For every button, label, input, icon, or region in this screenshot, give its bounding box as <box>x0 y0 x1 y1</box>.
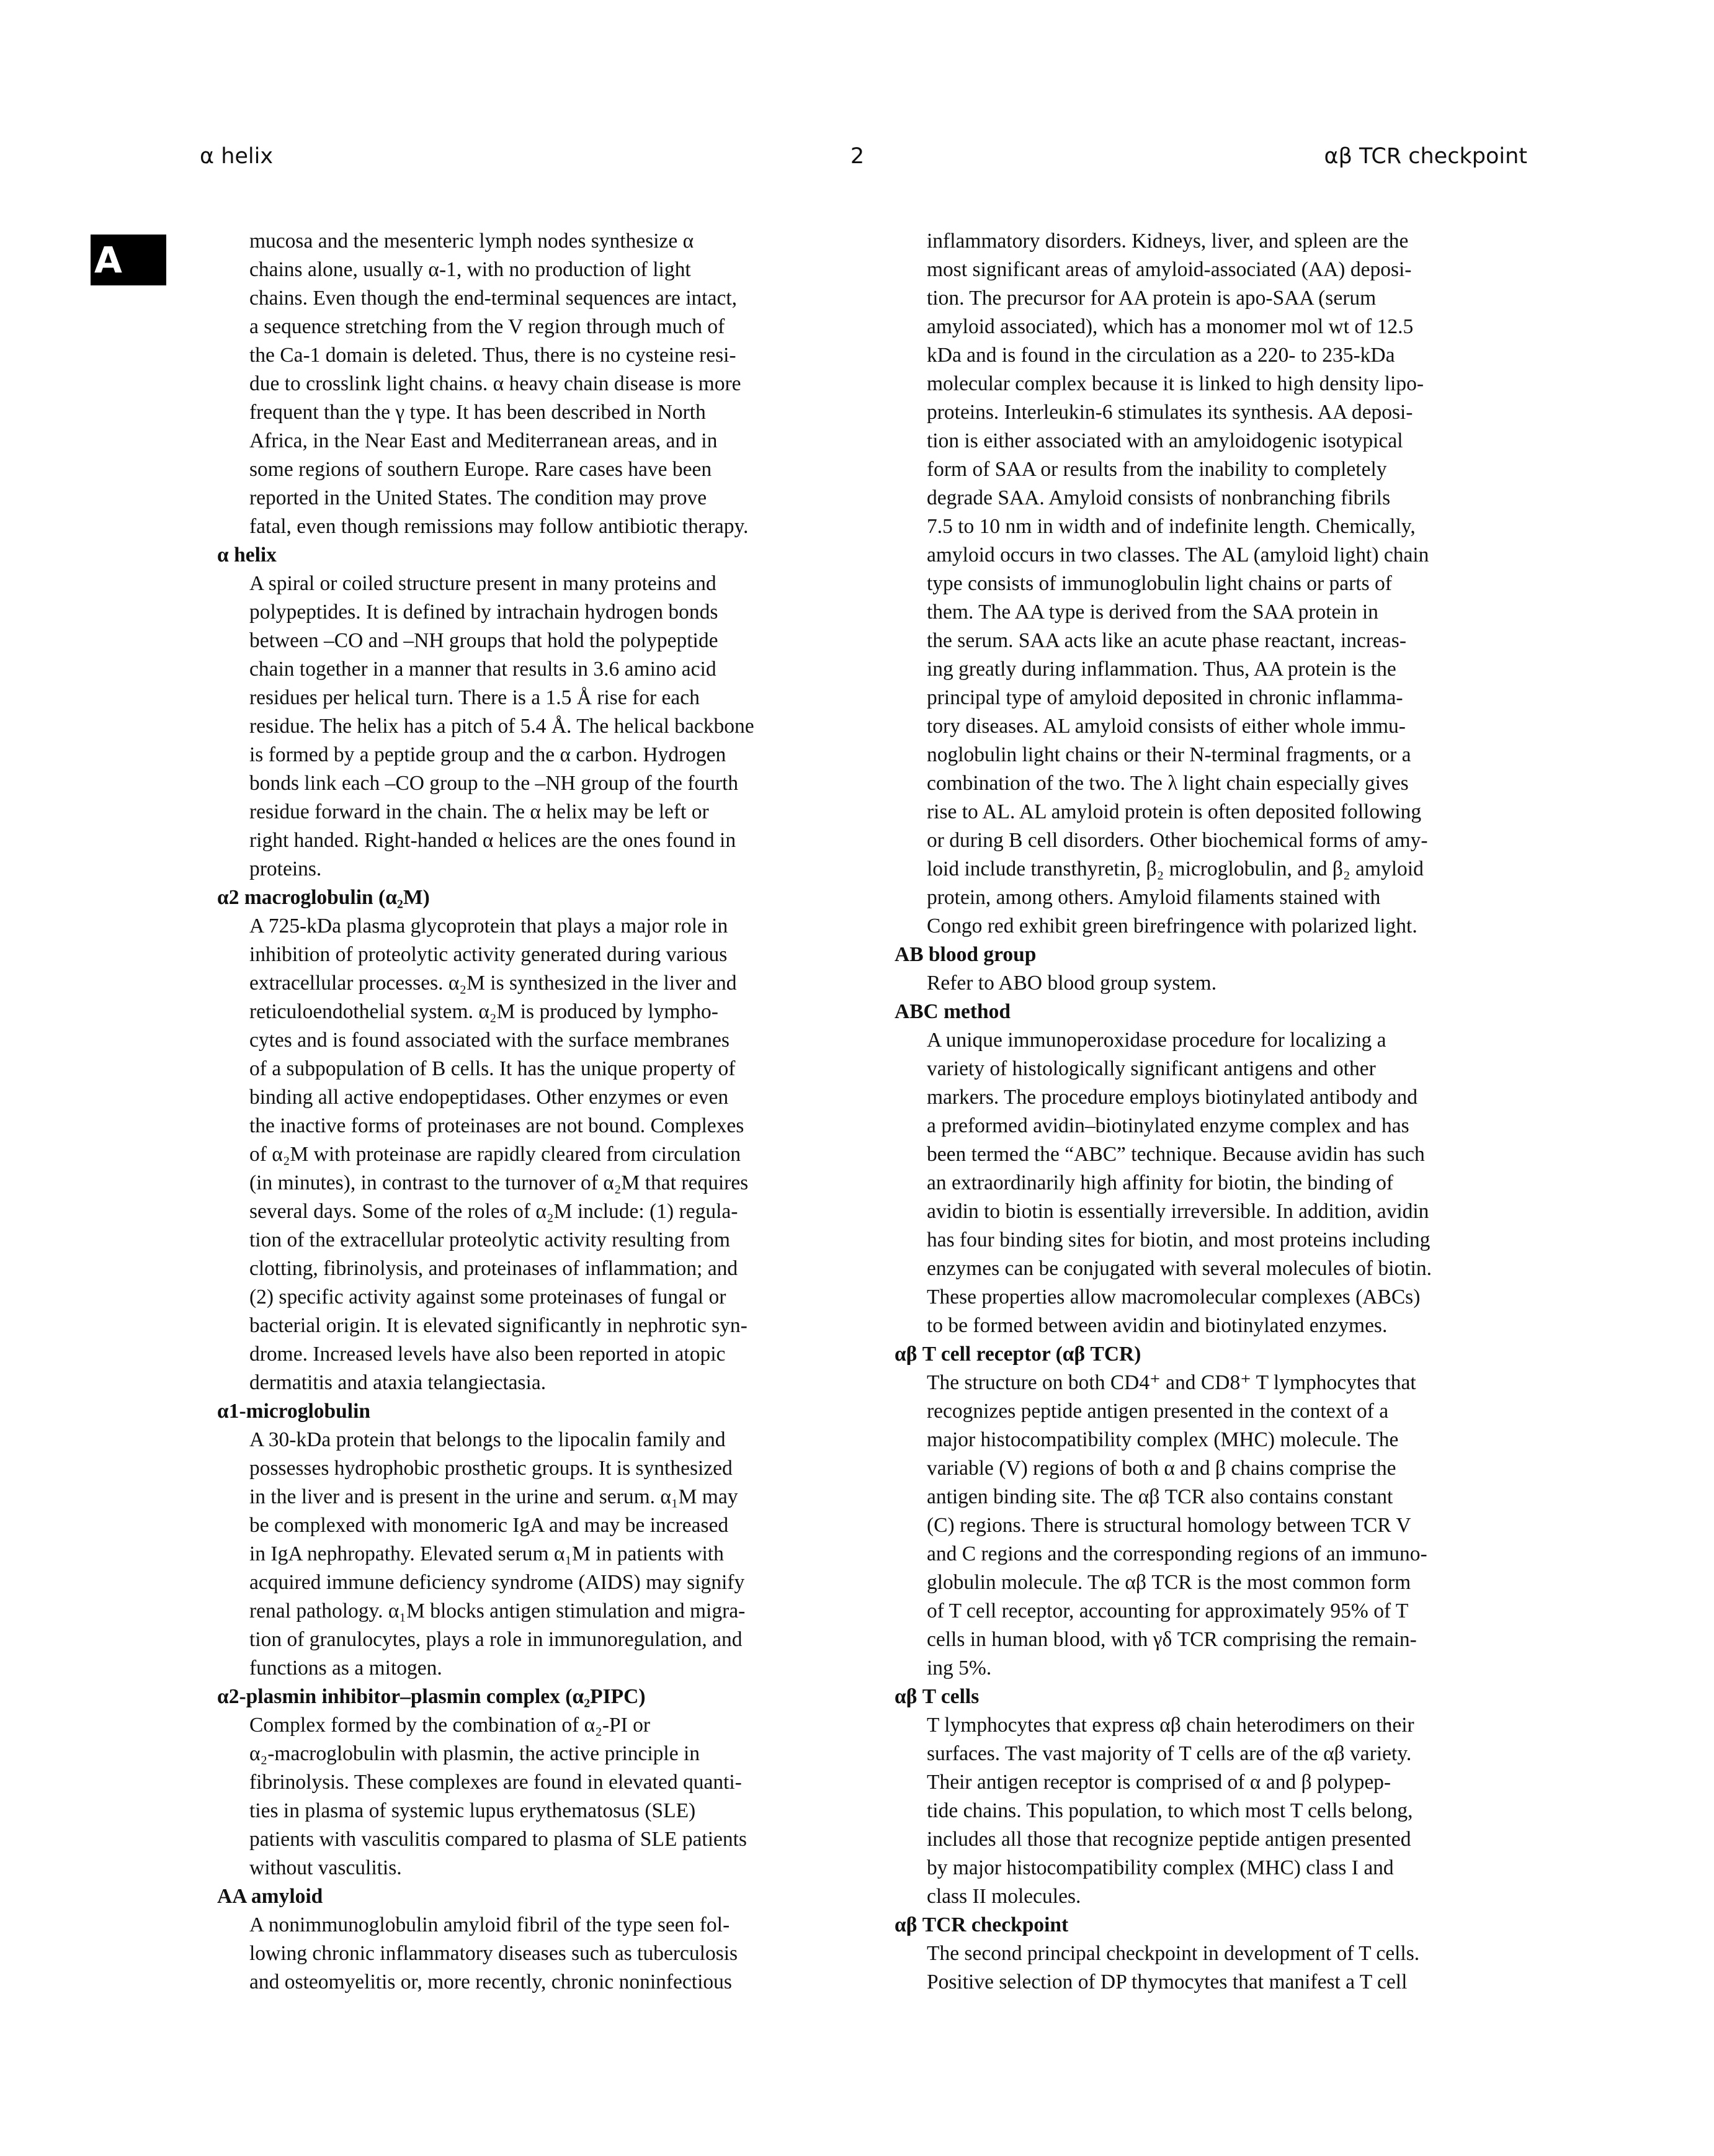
entry-term: αβ T cell receptor (αβ TCR) <box>895 1343 1141 1366</box>
entry-definition: Complex formed by the combination of α₂-PI or α₂-macroglobulin with plasmin, the active principle in fibrinolysis. These complexes are found in elevated quanti- ties in plasma of systemic lupus erythematosus (SLE) patients with vasculitis compared to plasma of SLE patients without vasculitis. <box>249 1714 747 1879</box>
entry-definition: Refer to ABO blood group system. <box>927 972 1217 995</box>
entry-term: α helix <box>217 543 277 566</box>
page-number: 2 <box>850 144 865 169</box>
entry-term: AB blood group <box>895 943 1037 966</box>
running-head-last-term: αβ TCR checkpoint <box>1324 144 1527 169</box>
left-column <box>217 227 831 1997</box>
entry-definition: A spiral or coiled structure present in many proteins and polypeptides. It is defined by intrachain hydrogen bonds between –CO and –NH groups that hold the polypeptide chain together in a manner that results in 3.6 amino acid residues per helical turn. There is a 1.5 Å rise for each residue. The helix has a pitch of 5.4 Å. The helical backbone is formed by a peptide group and the α carbon. Hydrogen bonds link each –CO group to the –NH group of the fourth residue forward in the chain. The α helix may be left or right handed. Right-handed α helices are the ones found in proteins. <box>249 572 754 880</box>
entry-continuation: mucosa and the mesenteric lymph nodes synthesize α chains alone, usually α-1, with no production of light chains. Even though the end-terminal sequences are intact, a sequence stretching from the V region through much of the Ca-1 domain is deleted. Thus, there is no cysteine resi- due to crosslink light chains. α heavy chain disease is more frequent than the γ type. It has been described in North Africa, in the Near East and Mediterranean areas, and in some regions of southern Europe. Rare cases have been reported in the United States. The condition may prove fatal, even though remissions may follow antibiotic therapy. <box>249 230 749 538</box>
entry-definition: A nonimmunoglobulin amyloid fibril of the type seen fol- lowing chronic inflammatory diseases such as tuberculosis and osteomyelitis or, more recently, chronic noninfectious <box>249 1913 738 1993</box>
entry-definition: A unique immunoperoxidase procedure for localizing a variety of histologically significant antigens and other markers. The procedure employs biotinylated antibody and a preformed avidin–biotinylated enzyme complex and has been termed the “ABC” technique. Because avidin has such an extraordinarily high affinity for biotin, the binding of avidin to biotin is essentially irreversible. In addition, avidin has four binding sites for biotin, and most proteins including enzymes can be conjugated with several molecules of biotin. These properties allow macromolecular complexes (ABCs) to be formed between avidin and biotinylated enzymes. <box>927 1029 1432 1337</box>
entry-term: α2-plasmin inhibitor–plasmin complex (α₂PIPC) <box>217 1685 646 1708</box>
entry-definition: The second principal checkpoint in development of T cells. Positive selection of DP thymocytes that manifest a T cell <box>927 1942 1420 1993</box>
entry-term: αβ TCR checkpoint <box>895 1913 1069 1936</box>
entry-term: AA amyloid <box>217 1885 323 1908</box>
entry-definition: A 30-kDa protein that belongs to the lipocalin family and possesses hydrophobic prosthetic groups. It is synthesized in the liver and is present in the urine and serum. α₁M may be complexed with monomeric IgA and may be increased in IgA nephropathy. Elevated serum α₁M in patients with acquired immune deficiency syndrome (AIDS) may signify renal pathology. α₁M blocks antigen stimulation and migra- tion of granulocytes, plays a role in immunoregulation, and functions as a mitogen. <box>249 1428 746 1680</box>
entry-term: α2 macroglobulin (α₂M) <box>217 886 430 909</box>
letter-thumb-tab <box>91 235 166 285</box>
entry-term: α1-microglobulin <box>217 1400 371 1423</box>
entry-definition: T lymphocytes that express αβ chain heterodimers on their surfaces. The vast majority of T cells are of the αβ variety. Their antigen receptor is comprised of α and β polypep- tide chains. This population, to which most T cells belong, includes all those that recognize peptide antigen presented by major histocompatibility complex (MHC) class I and class II molecules. <box>927 1714 1414 1908</box>
right-column <box>895 227 1515 1997</box>
entry-continuation: inflammatory disorders. Kidneys, liver, and spleen are the most significant areas of amyloid-associated (AA) deposi- tion. The precursor for AA protein is apo-SAA (serum amyloid associated), which has a monomer mol wt of 12.5 kDa and is found in the circulation as a 220- to 235-kDa molecular complex because it is linked to high density lipo- proteins. Interleukin-6 stimulates its synthesis. AA deposi- tion is either associated with an amyloidogenic isotypical form of SAA or results from the inability to completely degrade SAA. Amyloid consists of nonbranching fibrils 7.5 to 10 nm in width and of indefinite length. Chemically, amyloid occurs in two classes. The AL (amyloid light) chain type consists of immunoglobulin light chains or parts of them. The AA type is derived from the SAA protein in the serum. SAA acts like an acute phase reactant, increas- ing greatly during inflammation. Thus, AA protein is the principal type of amyloid deposited in chronic inflamma- tory diseases. AL amyloid consists of either whole immu- noglobulin light chains or their N-terminal fragments, or a combination of the two. The λ light chain especially gives rise to AL. AL amyloid protein is often deposited following or during B cell disorders. Other biochemical forms of amy- loid include transthyretin, β₂ microglobulin, and β₂ amyloid protein, among others. Amyloid filaments stained with Congo red exhibit green birefringence with polarized light. <box>927 230 1429 937</box>
entry-term: ABC method <box>895 1000 1011 1023</box>
running-head-first-term: α helix <box>200 144 274 169</box>
thumb-tab-letter: A <box>94 239 122 281</box>
entry-term: αβ T cells <box>895 1685 980 1708</box>
entry-definition: A 725-kDa plasma glycoprotein that plays a major role in inhibition of proteolytic activity generated during various extracellular processes. α₂M is synthesized in the liver and reticuloendothelial system. α₂M is produced by lympho- cytes and is found associated with the surface membranes of a subpopulation of B cells. It has the unique property of binding all active endopeptidases. Other enzymes or even the inactive forms of proteinases are not bound. Complexes of α₂M with proteinase are rapidly cleared from circulation (in minutes), in contrast to the turnover of α₂M that requires several days. Some of the roles of α₂M include: (1) regula- tion of the extracellular proteolytic activity resulting from clotting, fibrinolysis, and proteinases of inflammation; and (2) specific activity against some proteinases of fungal or bacterial origin. It is elevated significantly in nephrotic syn- drome. Increased levels have also been reported in atopic dermatitis and ataxia telangiectasia. <box>249 915 749 1394</box>
entry-definition: The structure on both CD4⁺ and CD8⁺ T lymphocytes that recognizes peptide antigen presented in the context of a major histocompatibility complex (MHC) molecule. The variable (V) regions of both α and β chains comprise the antigen binding site. The αβ TCR also contains constant (C) regions. There is structural homology between TCR V and C regions and the corresponding regions of an immuno- globulin molecule. The αβ TCR is the most common form of T cell receptor, accounting for approximately 95% of T cells in human blood, with γδ TCR comprising the remain- ing 5%. <box>927 1371 1427 1680</box>
